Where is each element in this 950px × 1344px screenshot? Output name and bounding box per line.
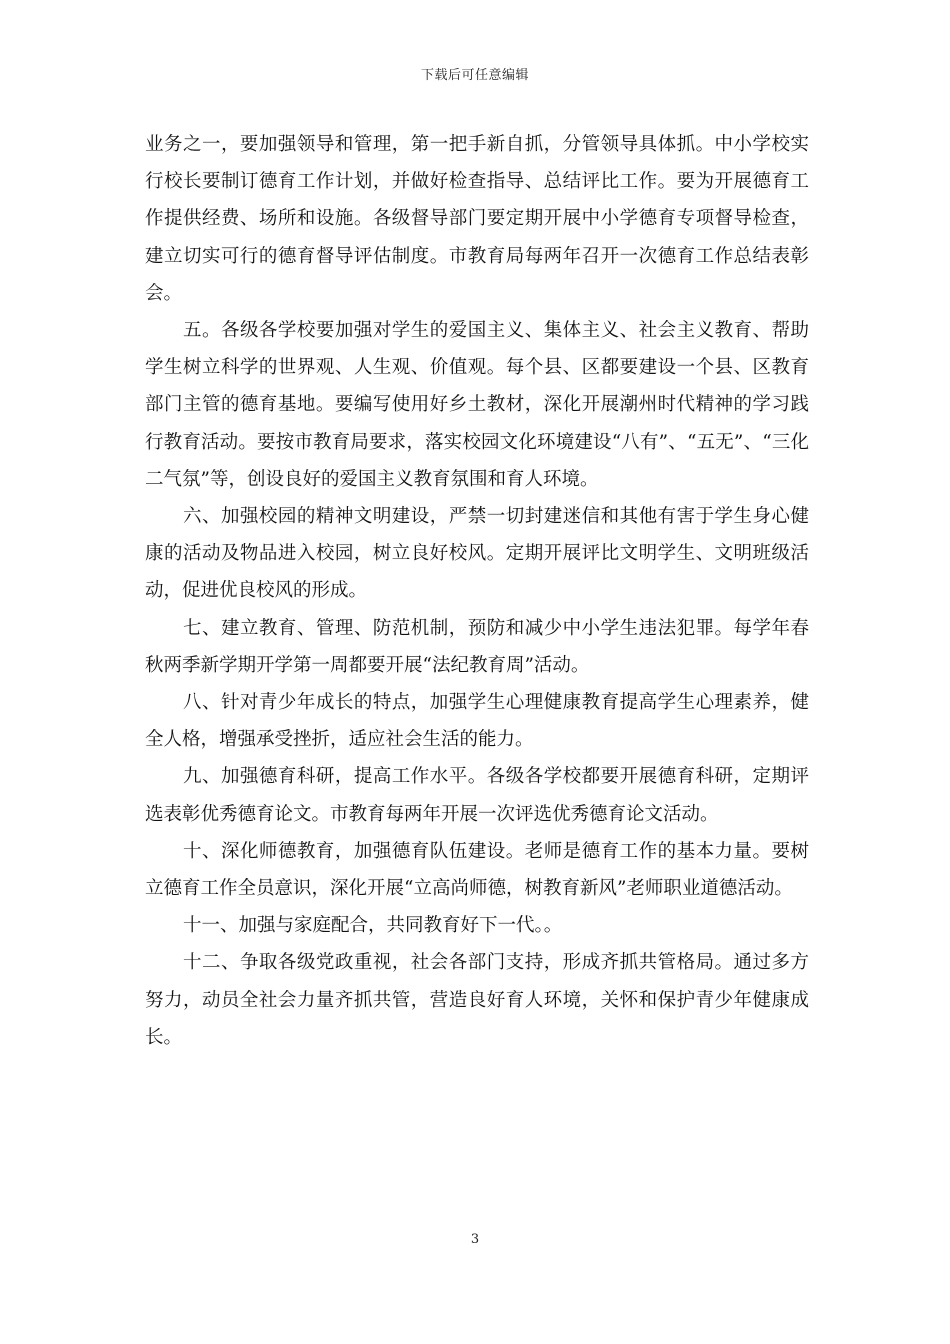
paragraph-item-12: 十二、争取各级党政重视，社会各部门支持，形成齐抓共管格局。通过多方努力，动员全社会力量齐抓共管，营造良好育人环境，关怀和保护青少年健康成长。 (145, 952, 809, 1048)
page-number: 3 (470, 1232, 480, 1247)
paragraph-continuation: 业务之一，要加强领导和管理，第一把手新自抓，分管领导具体抓。中小学校实行校长要制订德育工作计划，并做好检查指导、总结评比工作。要为开展德育工作提供经费、场所和设施。各级督导部门要定期开展中小学德育专项督导检查，建立切实可行的德育督导评估制度。市教育局每两年召开一次德育工作总结表彰会。 (145, 134, 809, 304)
document-body (145, 126, 809, 1056)
paragraph-item-7: 七、建立教育、管理、防范机制，预防和减少中小学生违法犯罪。每学年春秋两季新学期开学第一周都要开展“法纪教育周”活动。 (145, 617, 809, 676)
paragraph-item-10: 十、深化师德教育，加强德育队伍建设。老师是德育工作的基本力量。要树立德育工作全员意识，深化开展“立高尚师德，树教育新风”老师职业道德活动。 (145, 840, 809, 900)
paragraph-item-9: 九、加强德育科研，提高工作水平。各级各学校都要开展德育科研，定期评选表彰优秀德育论文。市教育每两年开展一次评选优秀德育论文活动。 (145, 766, 809, 825)
page-header: 下载后可任意编辑 (420, 68, 529, 83)
paragraph-item-5: 五。各级各学校要加强对学生的爱国主义、集体主义、社会主义教育、帮助学生树立科学的世界观、人生观、价值观。每个县、区都要建设一个县、区教育部门主管的德育基地。要编写使用好乡土教材，深化开展潮州时代精神的学习践行教育活动。要按市教育局要求，落实校园文化环境建设“八有”、“五无”、“三化二气氛”等，创设良好的爱国主义教育氛围和育人环境。 (145, 320, 809, 490)
paragraph-item-8: 八、针对青少年成长的特点，加强学生心理健康教育提高学生心理素养，健全人格，增强承受挫折，适应社会生活的能力。 (145, 692, 809, 751)
paragraph-item-11: 十一、加强与家庭配合，共同教育好下一代。。 (183, 915, 563, 937)
paragraph-item-6: 六、加强校园的精神文明建设，严禁一切封建迷信和其他有害于学生身心健康的活动及物品进入校园，树立良好校风。定期开展评比文明学生、文明班级活动，促进优良校风的形成。 (145, 506, 809, 602)
